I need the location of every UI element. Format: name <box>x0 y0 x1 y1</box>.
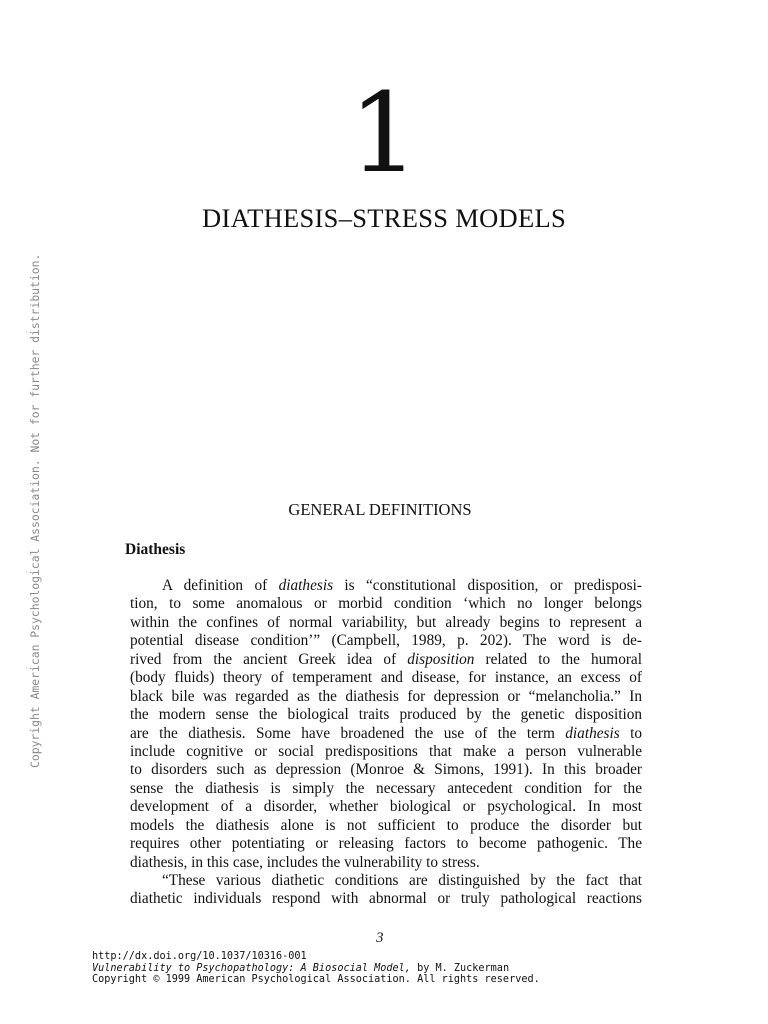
body-line: the modern sense the biological traits produced by the genetic disposition <box>130 706 642 724</box>
page-number: 3 <box>376 930 384 946</box>
body-line: rived from the ancient Greek idea of disposition related to the humoral <box>130 650 642 668</box>
body-line: to disorders such as depression (Monroe & Simons, 1991). In this broader <box>130 761 642 779</box>
chapter-number: 1 <box>349 69 419 197</box>
body-line: within the confines of normal variability, but already begins to represent a <box>130 613 642 631</box>
chapter-title: DIATHESIS–STRESS MODELS <box>202 203 566 233</box>
italic-term: diathesis <box>278 577 334 594</box>
body-line: models the diathesis alone is not sufficient to produce the disorder but <box>130 816 642 834</box>
subsection-heading: Diathesis <box>125 541 186 558</box>
body-line: development of a disorder, whether biological or psychological. In most <box>130 798 642 816</box>
body-line: sense the diathesis is simply the necessary antecedent condition for the <box>130 779 642 797</box>
body-line: (body fluids) theory of temperament and disease, for instance, an excess of <box>130 669 642 687</box>
footer-citation <box>92 951 540 986</box>
body-line: “These various diathetic conditions are distinguished by the fact that <box>162 872 642 889</box>
body-line: A definition of diathesis is “constitutional disposition, or predisposi- <box>162 577 642 594</box>
body-line: requires other potentiating or releasing factors to become pathogenic. The <box>130 835 642 853</box>
book-author: by M. Zuckerman <box>410 962 510 974</box>
section-heading: GENERAL DEFINITIONS <box>288 500 472 519</box>
body-line: potential disease condition’” (Campbell, 1989, p. 202). The word is de- <box>130 632 642 650</box>
book-title: Vulnerability to Psychopathology: A Biosocial Model, <box>92 962 411 974</box>
body-line: are the diathesis. Some have broadened the use of the term diathesis to <box>130 724 642 742</box>
copyright-sidebar-notice: Copyright American Psychological Association. Not for further distribution. <box>28 253 42 768</box>
body-line: black bile was regarded as the diathesis for depression or “melancholia.” In <box>130 687 642 705</box>
book-reference <box>92 963 540 975</box>
doi-link[interactable]: http://dx.doi.org/10.1037/10316-001 <box>92 951 307 962</box>
copyright-line: Copyright © 1999 American Psychological Association. All rights reserved. <box>92 974 540 985</box>
body-line: include cognitive or social predispositions that make a person vulnerable <box>130 742 642 760</box>
body-line: diathesis, in this case, includes the vulnerability to stress. <box>130 853 480 871</box>
body-line: tion, to some anomalous or morbid condition ‘which no longer belongs <box>130 595 642 613</box>
italic-term: disposition <box>407 650 475 668</box>
body-line: diathetic individuals respond with abnormal or truly pathological reactions <box>130 890 642 908</box>
italic-term: diathesis <box>565 724 620 742</box>
body-text <box>130 577 642 909</box>
